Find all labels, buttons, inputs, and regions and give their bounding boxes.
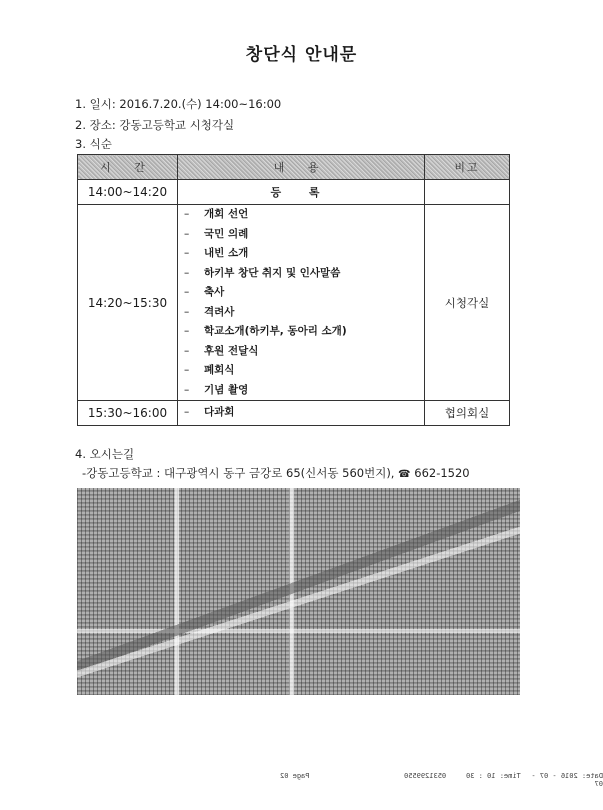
address-line: [82, 465, 470, 481]
content-cell: 등 록: [178, 180, 425, 205]
table-row: [78, 205, 510, 401]
dash-bullet: –: [184, 266, 190, 279]
list-item: [178, 205, 424, 225]
time-cell: 15:30~16:00: [78, 401, 178, 426]
list-item: [178, 225, 424, 245]
content-cell: [178, 401, 425, 426]
list-item: [178, 342, 424, 362]
fax-number: 0531299550: [404, 772, 447, 780]
table-row: [78, 401, 510, 426]
info-program: [75, 136, 112, 152]
info-place: [75, 117, 234, 133]
list-item: [178, 403, 424, 423]
directions-heading: 4. 오시는길: [75, 447, 135, 461]
dash-bullet: –: [184, 305, 190, 318]
item-text: 학교소개(하키부, 동아리 소개): [204, 325, 347, 337]
dash-bullet: –: [184, 364, 190, 376]
dash-bullet: –: [184, 227, 190, 240]
item-label: 장소:: [89, 118, 116, 132]
item-label: 식순: [89, 137, 112, 151]
list-item: [178, 283, 424, 303]
phone-number: 662-1520: [414, 466, 470, 480]
dash-bullet: –: [184, 325, 190, 337]
item-text: 폐회식: [204, 364, 235, 376]
dash-bullet: –: [184, 286, 190, 298]
item-text: 국민 의례: [204, 227, 249, 240]
schedule-table: [77, 154, 510, 426]
list-item: [178, 303, 424, 323]
item-text: 하키부 창단 취지 및 인사말씀: [204, 266, 341, 279]
item-value: 2016.7.20.(수) 14:00~16:00: [119, 97, 282, 111]
list-item: [178, 244, 424, 264]
dash-bullet: –: [184, 208, 190, 220]
note-cell: [425, 180, 510, 205]
list-item: [178, 264, 424, 284]
content-cell: [178, 205, 425, 401]
item-text: 축사: [204, 286, 225, 298]
dash-bullet: –: [184, 247, 190, 259]
item-text: 격려사: [204, 305, 235, 318]
note-cell: 협의회실: [425, 401, 510, 426]
address-text: -강동고등학교 : 대구광역시 동구 금강로 65(신서동 560번지),: [82, 466, 395, 480]
time-cell: 14:00~14:20: [78, 180, 178, 205]
item-text: 기념 촬영: [204, 383, 249, 396]
item-label: 일시:: [89, 97, 116, 111]
note-cell: 시청각실: [425, 205, 510, 401]
item-number: 1.: [75, 97, 86, 111]
table-row: [78, 180, 510, 205]
phone-icon: ☎: [398, 469, 411, 480]
item-text: 개회 선언: [204, 208, 249, 220]
list-item: [178, 381, 424, 401]
dash-bullet: –: [184, 406, 190, 419]
header-time: 시 간: [78, 155, 178, 180]
list-item: [178, 322, 424, 342]
location-map-image: [77, 488, 520, 695]
item-text: 후원 전달식: [204, 344, 259, 357]
header-content: 내 용: [178, 155, 425, 180]
item-text: 다과회: [204, 406, 235, 419]
item-number: 2.: [75, 118, 86, 132]
dash-bullet: –: [184, 383, 190, 396]
item-number: 3.: [75, 137, 86, 151]
fax-page: Page 02: [280, 772, 310, 780]
fax-time: Time: 10 : 30: [466, 772, 521, 780]
item-text: 내빈 소개: [204, 247, 249, 259]
fax-date: Date: 2016 - 07 - 07: [531, 772, 603, 788]
list-item: [178, 361, 424, 381]
header-note: 비고: [425, 155, 510, 180]
info-date: [75, 96, 281, 112]
page-title: 창단식 안내문: [245, 45, 358, 65]
dash-bullet: –: [184, 344, 190, 357]
time-cell: 14:20~15:30: [78, 205, 178, 401]
item-value: 강동고등학교 시청각실: [119, 118, 235, 132]
table-header-row: [78, 155, 510, 180]
